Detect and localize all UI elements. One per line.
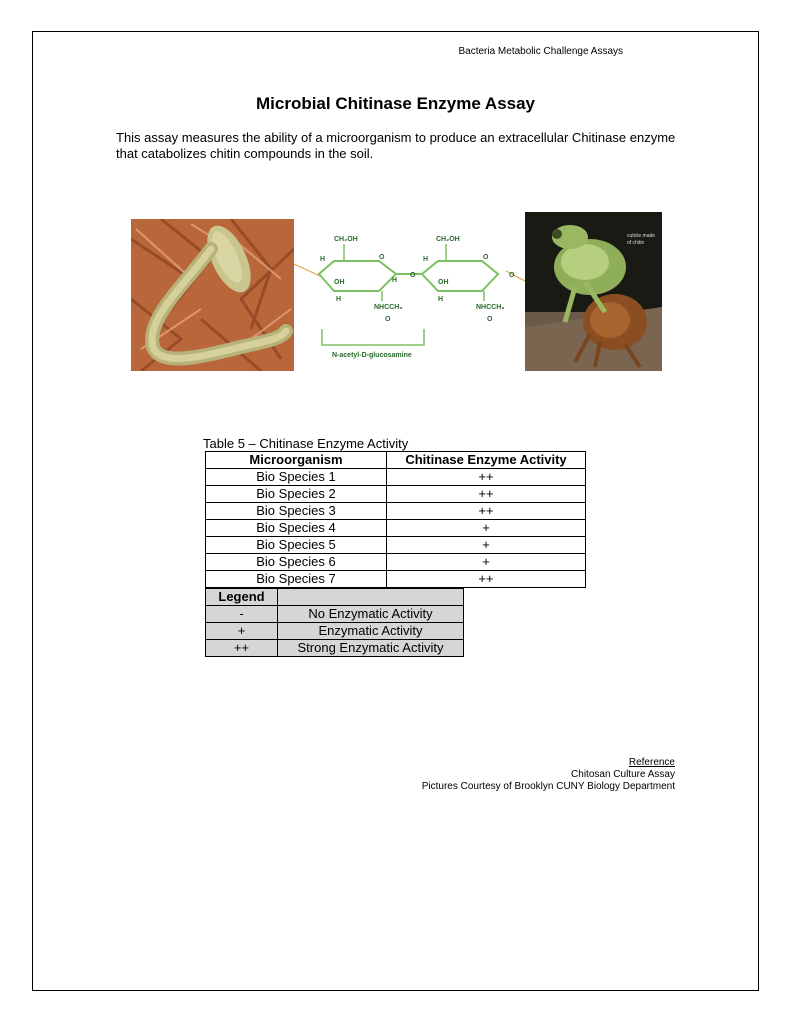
hydroxyl-label: OH bbox=[334, 279, 345, 286]
legend-meaning: Enzymatic Activity bbox=[278, 623, 464, 640]
running-header: Bacteria Metabolic Challenge Assays bbox=[458, 46, 623, 57]
activity-cell: + bbox=[387, 554, 586, 571]
ring-oxygen-label: O bbox=[483, 254, 489, 261]
activity-cell: + bbox=[387, 537, 586, 554]
hydrogen-label: H bbox=[423, 256, 429, 263]
species-cell: Bio Species 4 bbox=[206, 520, 387, 537]
table-row bbox=[206, 520, 586, 537]
legend-title: Legend bbox=[206, 589, 278, 606]
legend-symbol: ++ bbox=[206, 640, 278, 657]
molting-cicada-image bbox=[525, 212, 662, 371]
carbonyl-oxygen-label: O bbox=[385, 316, 391, 323]
hydrogen-label: H bbox=[392, 277, 398, 284]
activity-cell: + bbox=[387, 520, 586, 537]
table-row bbox=[206, 503, 586, 520]
species-cell: Bio Species 1 bbox=[206, 469, 387, 486]
species-cell: Bio Species 7 bbox=[206, 571, 387, 588]
table-row bbox=[206, 554, 586, 571]
activity-cell: ++ bbox=[387, 503, 586, 520]
legend-symbol: + bbox=[206, 623, 278, 640]
reference-line: Chitosan Culture Assay bbox=[571, 769, 675, 780]
legend-meaning: No Enzymatic Activity bbox=[278, 606, 464, 623]
hydrogen-label: H bbox=[320, 256, 326, 263]
legend-row bbox=[206, 623, 464, 640]
reference-title: Reference bbox=[628, 757, 675, 768]
insect-caption-line2: of chitin bbox=[627, 240, 645, 246]
legend-row bbox=[206, 606, 464, 623]
carbonyl-oxygen-label: O bbox=[487, 316, 493, 323]
chitinase-activity-table bbox=[205, 451, 586, 588]
column-header: Chitinase Enzyme Activity bbox=[387, 452, 586, 469]
species-cell: Bio Species 6 bbox=[206, 554, 387, 571]
activity-cell: ++ bbox=[387, 486, 586, 503]
table-row bbox=[206, 537, 586, 554]
table-header-row bbox=[206, 452, 586, 469]
ring-oxygen-label: O bbox=[379, 254, 385, 261]
glucosamine-label: N-acetyl-D-glucosamine bbox=[332, 352, 412, 359]
nematode-image bbox=[131, 219, 294, 371]
table-row bbox=[206, 571, 586, 588]
table-row bbox=[206, 486, 586, 503]
legend-symbol: - bbox=[206, 606, 278, 623]
activity-cell: ++ bbox=[387, 571, 586, 588]
species-cell: Bio Species 5 bbox=[206, 537, 387, 554]
reference-block bbox=[422, 757, 675, 793]
hydrogen-label: H bbox=[438, 296, 444, 303]
legend-table bbox=[205, 588, 464, 657]
ch2oh-label: CH₂OH bbox=[334, 236, 358, 243]
link-oxygen-label: O bbox=[509, 272, 515, 279]
page-title: Microbial Chitinase Enzyme Assay bbox=[255, 94, 536, 113]
activity-cell: ++ bbox=[387, 469, 586, 486]
nhcch3-label: NHCCH₃ bbox=[476, 304, 505, 311]
reference-line: Pictures Courtesy of Brooklyn CUNY Biology Department bbox=[421, 781, 675, 792]
column-header: Microorganism bbox=[206, 452, 387, 469]
ch2oh-label: CH₂OH bbox=[436, 236, 460, 243]
insect-caption-line1: cuticle made bbox=[627, 233, 656, 239]
legend-header-row bbox=[206, 589, 464, 606]
chitin-structure-diagram bbox=[294, 219, 525, 371]
species-cell: Bio Species 3 bbox=[206, 503, 387, 520]
intro-paragraph: This assay measures the ability of a microorganism to produce an extracellular Chitinase enzyme that catabolizes chitin compounds in the soil. bbox=[116, 130, 676, 161]
nhcch3-label: NHCCH₃ bbox=[374, 304, 403, 311]
hydroxyl-label: OH bbox=[438, 279, 449, 286]
species-cell: Bio Species 2 bbox=[206, 486, 387, 503]
legend-header-blank bbox=[278, 589, 464, 606]
table-row bbox=[206, 469, 586, 486]
table-caption: Table 5 – Chitinase Enzyme Activity bbox=[203, 436, 409, 451]
legend-row bbox=[206, 640, 464, 657]
hydrogen-label: H bbox=[336, 296, 342, 303]
link-oxygen-label: O bbox=[410, 272, 416, 279]
legend-meaning: Strong Enzymatic Activity bbox=[278, 640, 464, 657]
